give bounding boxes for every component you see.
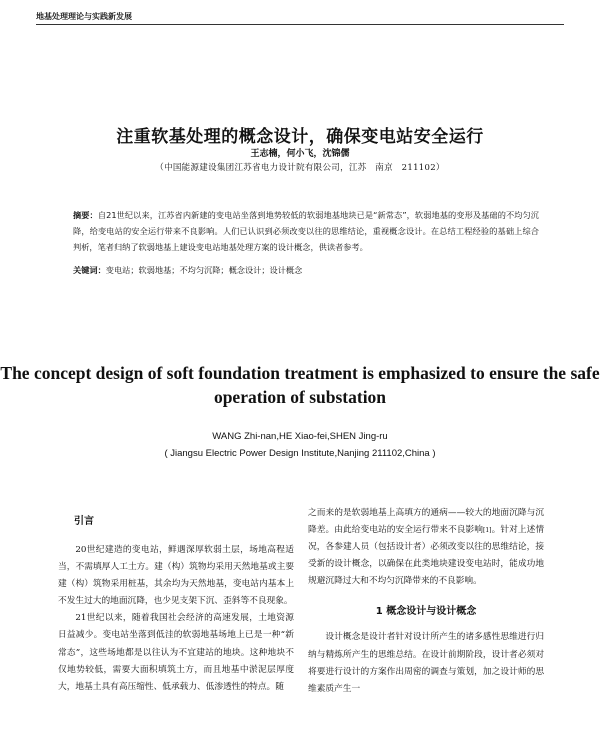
reference-marker: [1] [483, 527, 492, 535]
right-column [308, 505, 544, 698]
title-en: The concept design of soft foundation treatment is emphasized to ensure the safe operation of substation [0, 363, 600, 407]
abstract-cn [73, 207, 539, 255]
section-heading-1: 1 概念设计与设计概念 [375, 606, 477, 618]
authors-cn: 王志楠，何小飞，沈锦儒 [250, 149, 350, 159]
running-head: 地基处理理论与实践新发展 [36, 12, 132, 21]
abstract-text: 自21世纪以来，江苏省内新建的变电站坐落到地势较低的软弱地基地块已是“新常态”，软弱地基的变形及基础的不均匀沉降，给变电站的安全运行带来不良影响。人们已认识到必须改变以往的思维结论，重视概念设计。在总结工程经验的基础上综合判析，笔者归纳了软弱地基上建设变电站地基处理方案的设计概念，供读者参考。 [73, 210, 539, 252]
section-heading-intro: 引言 [74, 516, 94, 527]
keywords-label: 关键词： [73, 265, 106, 275]
paragraph: 21世纪以来，随着我国社会经济的高速发展，土地资源日益减少。变电站坐落到低洼的软弱地基场地上已是一种“新常态”，这些场地都是以往认为不宜建站的地块。这种地块不仅地势较低，需要大面积填筑土方，而且地基中淤泥层厚度大，地基土具有高压缩性、低承载力、低渗透性的特点。随 [58, 613, 294, 692]
title-cn: 注重软基处理的概念设计，确保变电站安全运行 [116, 127, 484, 147]
keywords-text: 变电站；软弱地基；不均匀沉降；概念设计；设计概念 [105, 265, 303, 275]
paragraph: 设计概念是设计者针对设计所产生的诸多感性思维进行归纳与精炼所产生的思维总结。在设计前期阶段，设计者必须对将要进行设计的方案作出周密的调查与策划，加之设计师的思维素质产生一 [308, 632, 544, 694]
paragraph: 20世纪建造的变电站，鲜遇深厚软弱土层，场地高程适当，不需填厚人工土方。建（构）筑物均采用天然地基或主要建（构）筑物采用桩基，其余均为天然地基，变电站内基本上不发生过大的地面沉降，也少见支架下沉、歪斜等不良现象。 [58, 545, 294, 607]
left-column [58, 542, 294, 696]
paragraph-text: 。针对上述情况，各参建人员（包括设计者）必须改变以往的思维结论，接受新的设计概念，以确保在此类地块建设变电站时，能成功地规避沉降过大和不均匀沉降带来的不良影响。 [308, 525, 544, 587]
abstract-label: 摘要： [73, 210, 98, 220]
affiliation-en: ( Jiangsu Electric Power Design Institute,Nanjing 211102,China ) [164, 448, 436, 459]
paragraph-text: 之而来的是软弱地基上高填方的通病——较大的地面沉降与沉降差。由此给变电站的安全运行带来不良影响 [308, 508, 544, 536]
header-rule [36, 24, 564, 25]
affiliation-cn: （中国能源建设集团江苏省电力设计院有限公司，江苏 南京 211102） [155, 163, 445, 173]
authors-en: WANG Zhi-nan,HE Xiao-fei,SHEN Jing-ru [212, 431, 388, 442]
keywords-cn [73, 265, 539, 276]
paragraph [308, 505, 544, 590]
